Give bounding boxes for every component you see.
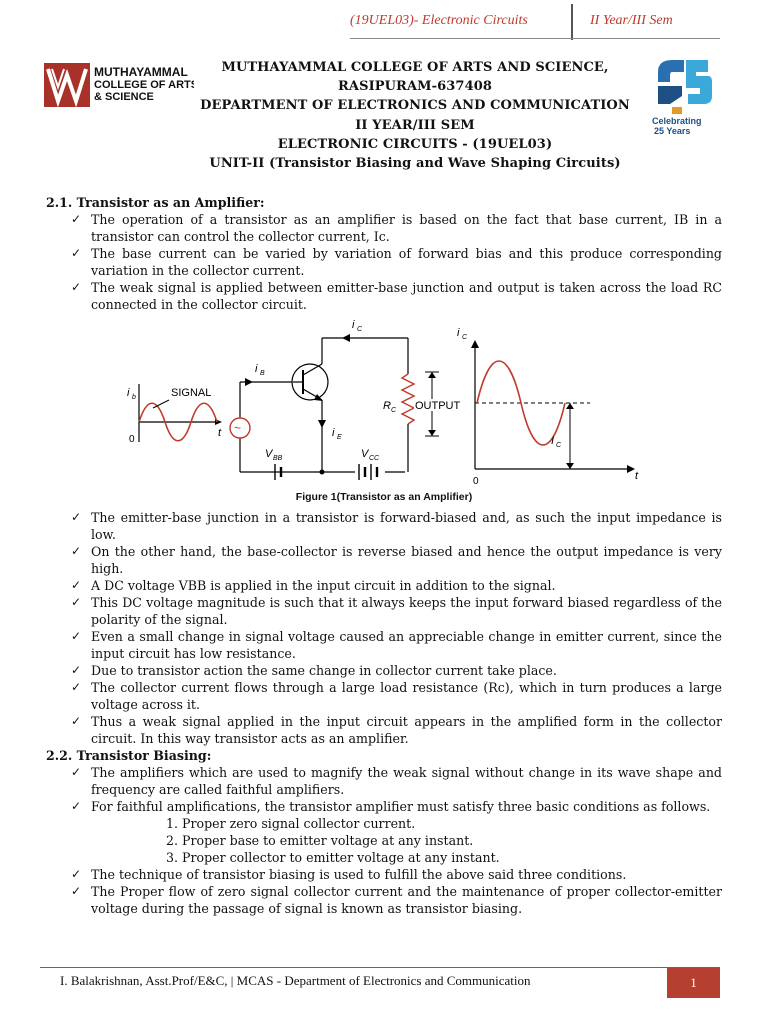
section-amplifier-cont <box>46 509 722 917</box>
ib-circuit-label: i <box>255 363 258 375</box>
t-label: t <box>218 427 222 439</box>
svg-text:C: C <box>556 442 562 449</box>
bullet: ✓ On the other hand, the base-collector is reverse biased and hence the output impedance is very high. <box>46 543 722 577</box>
page-number: 1 <box>667 968 720 998</box>
bullet: ✓ This DC voltage magnitude is such that it always keeps the input forward biased regardless of the polarity of the signal. <box>46 594 722 628</box>
zero-graph-label: 0 <box>473 476 479 487</box>
svg-text:C: C <box>462 334 468 341</box>
logo-line2: COLLEGE OF ARTS <box>94 79 194 91</box>
ic-graph-label: i <box>457 327 460 339</box>
zero-label: 0 <box>129 434 135 445</box>
output-label: OUTPUT <box>415 400 461 412</box>
svg-text:CC: CC <box>369 455 380 462</box>
figure-caption: Figure 1(Transistor as an Amplifier) <box>295 491 473 503</box>
svg-text:BB: BB <box>273 455 283 462</box>
load-resistor <box>402 374 414 424</box>
svg-text:b: b <box>132 394 136 401</box>
rc-label: R <box>383 400 391 412</box>
header-divider <box>571 4 573 40</box>
ib-label: i <box>127 387 130 399</box>
amplifier-figure <box>125 312 645 504</box>
course-title: ELECTRONIC CIRCUITS - (19UEL03) <box>277 136 553 152</box>
vcc-label: V <box>361 448 369 460</box>
bullet: ✓ The operation of a transistor as an amplifier is based on the fact that base current, IB in a transistor can control the collector current, Ic. <box>46 211 722 245</box>
bullet: ✓ The base current can be varied by variation of forward bias and this produce corresponding variation in the collector current. <box>46 245 722 279</box>
bullet: ✓ Due to transistor action the same change in collector current take place. <box>46 662 722 679</box>
footer-text: I. Balakrishnan, Asst.Prof/E&C, | MCAS - Department of Electronics and Communication <box>60 973 531 988</box>
logo-line3: & SCIENCE <box>94 91 154 103</box>
bullet: ✓ The weak signal is applied between emitter-base junction and output is taken across the load RC connected in the collector circuit. <box>46 279 722 313</box>
logo-celebrating: Celebrating <box>652 116 702 126</box>
footer-rule <box>40 967 720 968</box>
college-place: RASIPURAM-637408 <box>337 79 493 95</box>
bullet: ✓ The technique of transistor biasing is used to fulfill the above said three conditions. <box>46 866 722 883</box>
svg-text:C: C <box>391 407 397 414</box>
bullet: ✓ For faithful amplifications, the transistor amplifier must satisfy three basic conditions as follows. <box>46 798 722 815</box>
section-heading: 2.1. Transistor as an Amplifier: <box>46 195 265 210</box>
anniversary-logo <box>648 52 718 147</box>
bullet: ✓ The amplifiers which are used to magnify the weak signal without change in its wave shape and frequency are called faithful amplifiers. <box>46 764 722 798</box>
page-header <box>0 0 768 40</box>
logo-years: 25 Years <box>654 126 691 136</box>
bullet: ✓ A DC voltage VBB is applied in the input circuit in addition to the signal. <box>46 577 722 594</box>
signal-label: SIGNAL <box>171 387 212 399</box>
condition-item: 2. Proper base to emitter voltage at any instant. <box>166 833 474 848</box>
IC-label: I <box>551 435 555 447</box>
svg-text:B: B <box>260 370 265 377</box>
department-name: DEPARTMENT OF ELECTRONICS AND COMMUNICATION <box>200 98 630 114</box>
college-name: MUTHAYAMMAL COLLEGE OF ARTS AND SCIENCE, <box>221 60 609 75</box>
ie-label: i <box>332 427 335 439</box>
vbb-label: V <box>265 448 273 460</box>
document-title <box>200 58 630 173</box>
condition-item: 1. Proper zero signal collector current. <box>166 816 416 831</box>
unit-title: UNIT-II (Transistor Biasing and Wave Shaping Circuits) <box>209 156 621 172</box>
ic-circuit-label: i <box>352 319 355 331</box>
bullet: ✓ Even a small change in signal voltage caused an appreciable change in emitter current, since the input circuit has low resistance. <box>46 628 722 662</box>
logo-line1: MUTHAYAMMAL <box>94 65 188 79</box>
bullet: ✓ The Proper flow of zero signal collector current and the maintenance of proper collector-emitter voltage during the passage of signal is known as transistor biasing. <box>46 883 722 917</box>
svg-text:E: E <box>337 434 342 441</box>
year-sem: II YEAR/III SEM <box>355 117 475 133</box>
college-logo <box>44 63 194 111</box>
header-year: II Year/III Sem <box>590 13 673 28</box>
header-course: (19UEL03)- Electronic Circuits <box>350 13 528 28</box>
t-graph-label: t <box>635 470 639 482</box>
bullet: ✓ The emitter-base junction in a transistor is forward-biased and, as such the input impedance is low. <box>46 509 722 543</box>
svg-text:C: C <box>357 326 363 333</box>
bullet: ✓ Thus a weak signal applied in the input circuit appears in the amplified form in the collector circuit. In this way transistor acts as an amplifier. <box>46 713 722 747</box>
section-amplifier <box>46 194 722 313</box>
bullet: ✓ The collector current flows through a large load resistance (Rc), which in turn produces a large voltage across it. <box>46 679 722 713</box>
section-heading-biasing: 2.2. Transistor Biasing: <box>46 748 212 763</box>
condition-item: 3. Proper collector to emitter voltage at any instant. <box>166 850 500 865</box>
header-rule <box>350 38 720 39</box>
svg-text:~: ~ <box>234 421 242 435</box>
